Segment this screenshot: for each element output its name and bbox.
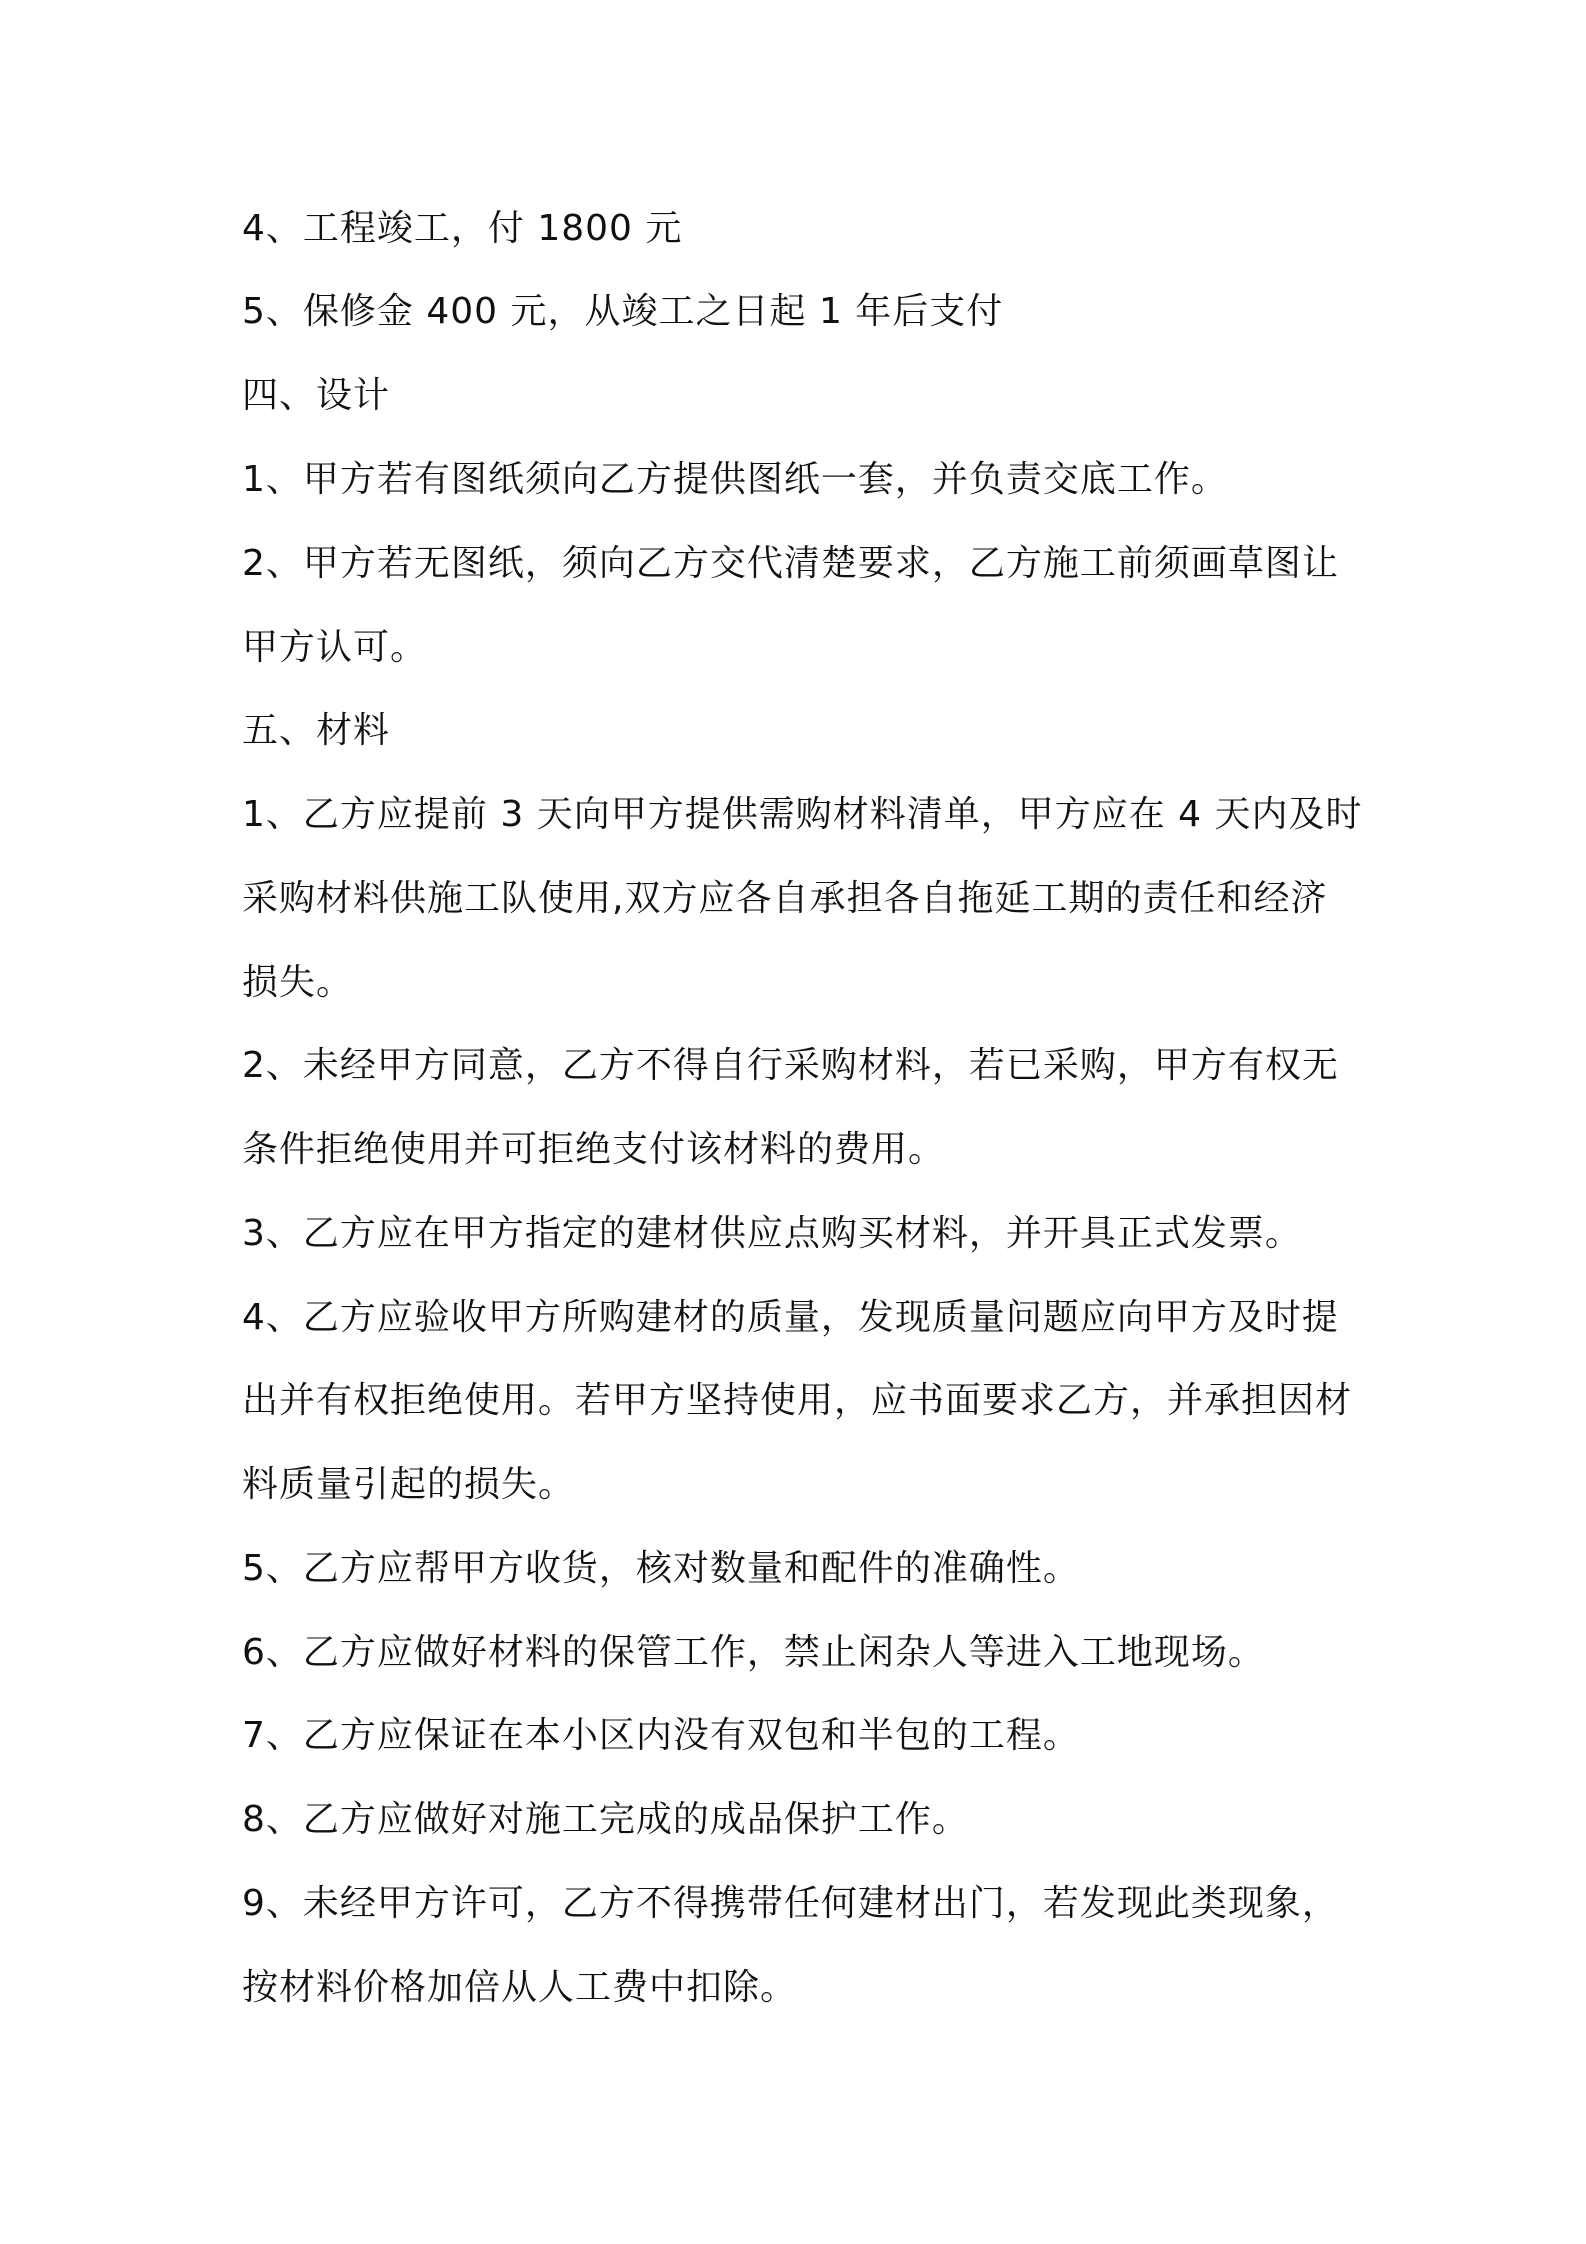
section-heading: 四、设计 — [242, 375, 391, 416]
text-line: 损失。 — [242, 962, 354, 1003]
text-line: 按材料价格加倍从人工费中扣除。 — [242, 1967, 798, 2008]
text-line: 1、甲方若有图纸须向乙方提供图纸一套，并负责交底工作。 — [242, 459, 1228, 500]
text-line: 2、甲方若无图纸，须向乙方交代清楚要求，乙方施工前须画草图让 — [242, 543, 1339, 584]
text-line: 5、保修金 400 元，从竣工之日起 1 年后支付 — [242, 291, 1004, 332]
text-line: 4、工程竣工，付 1800 元 — [242, 208, 683, 249]
text-line: 料质量引起的损失。 — [242, 1464, 576, 1505]
text-line: 条件拒绝使用并可拒绝支付该材料的费用。 — [242, 1129, 946, 1170]
text-line: 7、乙方应保证在本小区内没有双包和半包的工程。 — [242, 1715, 1080, 1756]
text-line: 9、未经甲方许可，乙方不得携带任何建材出门，若发现此类现象， — [242, 1883, 1339, 1924]
text-line: 8、乙方应做好对施工完成的成品保护工作。 — [242, 1799, 969, 1840]
text-line: 采购材料供施工队使用,双方应各自承担各自拖延工期的责任和经济 — [242, 878, 1328, 919]
section-heading: 五、材料 — [242, 710, 391, 751]
text-line: 6、乙方应做好材料的保管工作，禁止闲杂人等进入工地现场。 — [242, 1632, 1265, 1673]
text-line: 出并有权拒绝使用。若甲方坚持使用，应书面要求乙方，并承担因材 — [242, 1380, 1353, 1421]
text-line: 甲方认可。 — [242, 627, 428, 668]
text-line: 3、乙方应在甲方指定的建材供应点购买材料，并开具正式发票。 — [242, 1213, 1302, 1254]
text-line: 4、乙方应验收甲方所购建材的质量，发现质量问题应向甲方及时提 — [242, 1297, 1339, 1338]
text-line: 1、乙方应提前 3 天向甲方提供需购材料清单，甲方应在 4 天内及时 — [242, 794, 1363, 835]
text-line: 5、乙方应帮甲方收货，核对数量和配件的准确性。 — [242, 1548, 1080, 1589]
text-line: 2、未经甲方同意，乙方不得自行采购材料，若已采购，甲方有权无 — [242, 1045, 1339, 1086]
